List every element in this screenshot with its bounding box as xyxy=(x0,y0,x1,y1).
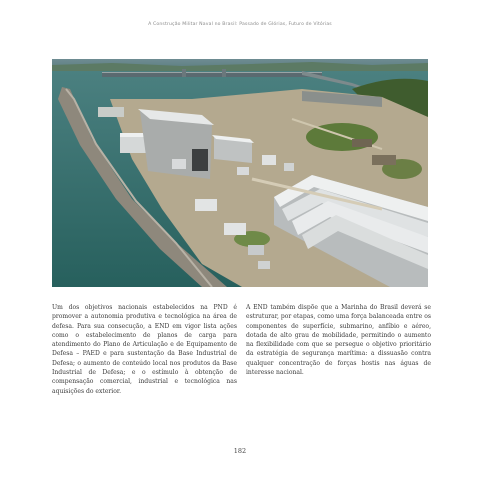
aerial-photo-shipyard xyxy=(52,59,428,287)
page-number: 182 xyxy=(233,447,247,455)
paragraph-right: A END também dispõe que a Marinha do Brasil deverá se estruturar, por etapas, como uma força balanceada entre os componentes de superfície, submarino, anfíbio e aéreo, dotada de alto grau de mobilidade, permitindo o aumento na flexibilidade com que se persegue o objetivo prioritário da estratégia de segurança marítima: a dissuasão contra qualquer concentração de forças hostis nas águas de interesse nacional. xyxy=(246,304,431,377)
aerial-photo-illustration xyxy=(52,59,428,287)
paragraph-left: Um dos objetivos nacionais estabelecidos na PND é promover a autonomia produtiva e tecnológica na área de defesa. Para sua consecução, a END em vigor lista ações como o estabelecimento de planos de carga para atendimento do Plano de Articulação e de Equipamento de Defesa – PAED e para sustentação da Base Industrial de Defesa; o aumento de conteúdo local nos produtos da Base Industrial de Defesa; e o estímulo à obtenção de compensação comercial, industrial e tecnológica nas aquisições do exterior. xyxy=(52,304,237,395)
running-header: A Construção Militar Naval no Brasil: Passado de Glórias, Futuro de Vitórias xyxy=(148,22,332,27)
